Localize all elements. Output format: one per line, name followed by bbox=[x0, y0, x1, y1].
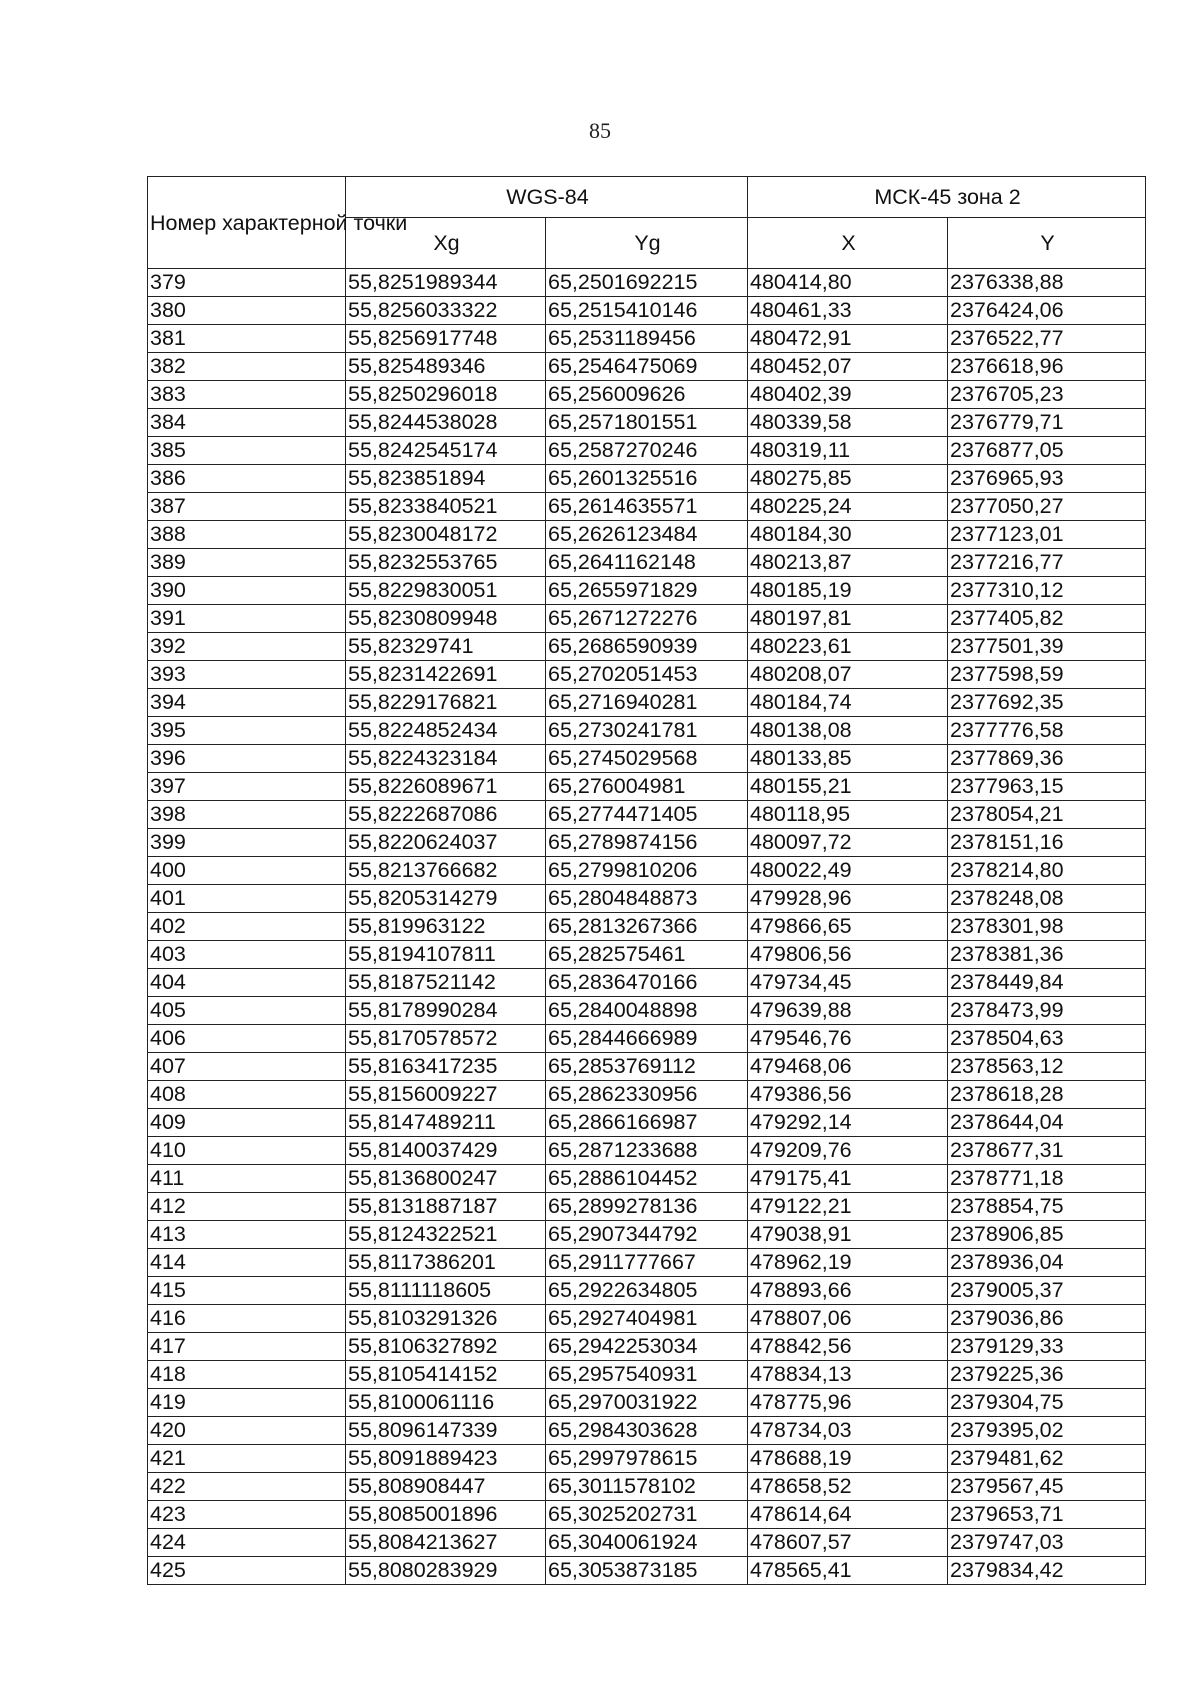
point-number-cell: 405 bbox=[148, 997, 346, 1025]
xg-cell: 55,8224323184 bbox=[346, 745, 546, 773]
yg-cell: 65,2844666989 bbox=[546, 1025, 748, 1053]
y-cell: 2379653,71 bbox=[948, 1501, 1146, 1529]
table-row bbox=[148, 1445, 1146, 1473]
y-cell: 2378854,75 bbox=[948, 1193, 1146, 1221]
point-number-cell: 396 bbox=[148, 745, 346, 773]
xg-cell: 55,8231422691 bbox=[346, 661, 546, 689]
yg-cell: 65,2997978615 bbox=[546, 1445, 748, 1473]
y-cell: 2378301,98 bbox=[948, 913, 1146, 941]
point-number-cell: 407 bbox=[148, 1053, 346, 1081]
table-row bbox=[148, 857, 1146, 885]
xg-cell: 55,82329741 bbox=[346, 633, 546, 661]
yg-cell: 65,2745029568 bbox=[546, 745, 748, 773]
y-cell: 2377598,59 bbox=[948, 661, 1146, 689]
y-cell: 2378644,04 bbox=[948, 1109, 1146, 1137]
x-cell: 479546,76 bbox=[748, 1025, 948, 1053]
yg-cell: 65,2686590939 bbox=[546, 633, 748, 661]
x-cell: 479038,91 bbox=[748, 1221, 948, 1249]
xg-cell: 55,8222687086 bbox=[346, 801, 546, 829]
point-number-cell: 421 bbox=[148, 1445, 346, 1473]
xg-cell: 55,8156009227 bbox=[346, 1081, 546, 1109]
x-cell: 480133,85 bbox=[748, 745, 948, 773]
y-cell: 2378906,85 bbox=[948, 1221, 1146, 1249]
xg-cell: 55,823851894 bbox=[346, 465, 546, 493]
x-cell: 478962,19 bbox=[748, 1249, 948, 1277]
xg-cell: 55,8084213627 bbox=[346, 1529, 546, 1557]
point-number-cell: 402 bbox=[148, 913, 346, 941]
x-cell: 480452,07 bbox=[748, 353, 948, 381]
x-cell: 480185,19 bbox=[748, 577, 948, 605]
table-row bbox=[148, 1333, 1146, 1361]
point-number-cell: 382 bbox=[148, 353, 346, 381]
y-cell: 2377123,01 bbox=[948, 521, 1146, 549]
x-cell: 479122,21 bbox=[748, 1193, 948, 1221]
x-cell: 480213,87 bbox=[748, 549, 948, 577]
y-cell: 2379005,37 bbox=[948, 1277, 1146, 1305]
yg-cell: 65,2922634805 bbox=[546, 1277, 748, 1305]
y-cell: 2377216,77 bbox=[948, 549, 1146, 577]
xg-cell: 55,8205314279 bbox=[346, 885, 546, 913]
yg-cell: 65,2587270246 bbox=[546, 437, 748, 465]
point-number-header: Номер характерной точки bbox=[148, 177, 346, 269]
y-cell: 2376877,05 bbox=[948, 437, 1146, 465]
xg-cell: 55,8244538028 bbox=[346, 409, 546, 437]
y-cell: 2379036,86 bbox=[948, 1305, 1146, 1333]
point-number-cell: 425 bbox=[148, 1557, 346, 1585]
point-number-cell: 424 bbox=[148, 1529, 346, 1557]
xg-cell: 55,8230809948 bbox=[346, 605, 546, 633]
yg-cell: 65,2531189456 bbox=[546, 325, 748, 353]
coordinates-table bbox=[147, 176, 1146, 1585]
xg-cell: 55,8147489211 bbox=[346, 1109, 546, 1137]
xg-cell: 55,8213766682 bbox=[346, 857, 546, 885]
yg-cell: 65,282575461 bbox=[546, 941, 748, 969]
point-number-cell: 393 bbox=[148, 661, 346, 689]
y-column-header: Y bbox=[948, 218, 1146, 269]
point-number-cell: 390 bbox=[148, 577, 346, 605]
point-number-cell: 406 bbox=[148, 1025, 346, 1053]
table-row bbox=[148, 829, 1146, 857]
point-number-cell: 404 bbox=[148, 969, 346, 997]
x-cell: 478893,66 bbox=[748, 1277, 948, 1305]
x-cell: 478565,41 bbox=[748, 1557, 948, 1585]
table-row bbox=[148, 1137, 1146, 1165]
xg-cell: 55,8103291326 bbox=[346, 1305, 546, 1333]
x-cell: 479639,88 bbox=[748, 997, 948, 1025]
x-cell: 480223,61 bbox=[748, 633, 948, 661]
xg-cell: 55,8242545174 bbox=[346, 437, 546, 465]
x-cell: 480118,95 bbox=[748, 801, 948, 829]
xg-cell: 55,8250296018 bbox=[346, 381, 546, 409]
xg-cell: 55,8100061116 bbox=[346, 1389, 546, 1417]
table-row bbox=[148, 689, 1146, 717]
yg-cell: 65,2866166987 bbox=[546, 1109, 748, 1137]
point-number-cell: 379 bbox=[148, 269, 346, 297]
y-cell: 2377050,27 bbox=[948, 493, 1146, 521]
xg-cell: 55,8111118605 bbox=[346, 1277, 546, 1305]
y-cell: 2378054,21 bbox=[948, 801, 1146, 829]
x-cell: 480022,49 bbox=[748, 857, 948, 885]
point-number-cell: 399 bbox=[148, 829, 346, 857]
x-cell: 478834,13 bbox=[748, 1361, 948, 1389]
y-cell: 2378449,84 bbox=[948, 969, 1146, 997]
yg-cell: 65,2836470166 bbox=[546, 969, 748, 997]
xg-cell: 55,808908447 bbox=[346, 1473, 546, 1501]
y-cell: 2376522,77 bbox=[948, 325, 1146, 353]
xg-cell: 55,8187521142 bbox=[346, 969, 546, 997]
x-cell: 480184,74 bbox=[748, 689, 948, 717]
point-number-cell: 397 bbox=[148, 773, 346, 801]
wgs84-group-header: WGS-84 bbox=[346, 177, 748, 218]
y-cell: 2378771,18 bbox=[948, 1165, 1146, 1193]
xg-cell: 55,8140037429 bbox=[346, 1137, 546, 1165]
yg-cell: 65,2614635571 bbox=[546, 493, 748, 521]
xg-cell: 55,825489346 bbox=[346, 353, 546, 381]
x-cell: 480461,33 bbox=[748, 297, 948, 325]
table-row bbox=[148, 969, 1146, 997]
table-row bbox=[148, 1053, 1146, 1081]
x-column-header: X bbox=[748, 218, 948, 269]
y-cell: 2379304,75 bbox=[948, 1389, 1146, 1417]
y-cell: 2379834,42 bbox=[948, 1557, 1146, 1585]
y-cell: 2378677,31 bbox=[948, 1137, 1146, 1165]
table-row bbox=[148, 1081, 1146, 1109]
yg-cell: 65,2886104452 bbox=[546, 1165, 748, 1193]
msk45-group-header: МСК-45 зона 2 bbox=[748, 177, 1146, 218]
point-number-cell: 420 bbox=[148, 1417, 346, 1445]
table-row bbox=[148, 1249, 1146, 1277]
x-cell: 479468,06 bbox=[748, 1053, 948, 1081]
xg-cell: 55,8105414152 bbox=[346, 1361, 546, 1389]
yg-cell: 65,3053873185 bbox=[546, 1557, 748, 1585]
y-cell: 2378936,04 bbox=[948, 1249, 1146, 1277]
table-row bbox=[148, 885, 1146, 913]
yg-cell: 65,3011578102 bbox=[546, 1473, 748, 1501]
table-row bbox=[148, 913, 1146, 941]
point-number-cell: 381 bbox=[148, 325, 346, 353]
yg-cell: 65,2970031922 bbox=[546, 1389, 748, 1417]
table-header bbox=[148, 177, 1146, 269]
x-cell: 480414,80 bbox=[748, 269, 948, 297]
yg-cell: 65,2501692215 bbox=[546, 269, 748, 297]
xg-cell: 55,8194107811 bbox=[346, 941, 546, 969]
yg-column-header: Yg bbox=[546, 218, 748, 269]
point-number-cell: 414 bbox=[148, 1249, 346, 1277]
table-row bbox=[148, 1389, 1146, 1417]
table-row bbox=[148, 465, 1146, 493]
yg-cell: 65,2515410146 bbox=[546, 297, 748, 325]
y-cell: 2376338,88 bbox=[948, 269, 1146, 297]
x-cell: 480197,81 bbox=[748, 605, 948, 633]
x-cell: 479928,96 bbox=[748, 885, 948, 913]
x-cell: 479175,41 bbox=[748, 1165, 948, 1193]
y-cell: 2377776,58 bbox=[948, 717, 1146, 745]
y-cell: 2376965,93 bbox=[948, 465, 1146, 493]
xg-cell: 55,8256917748 bbox=[346, 325, 546, 353]
table-row bbox=[148, 1277, 1146, 1305]
table-row bbox=[148, 437, 1146, 465]
yg-cell: 65,3025202731 bbox=[546, 1501, 748, 1529]
x-cell: 480225,24 bbox=[748, 493, 948, 521]
yg-cell: 65,2853769112 bbox=[546, 1053, 748, 1081]
table-row bbox=[148, 661, 1146, 689]
xg-cell: 55,8096147339 bbox=[346, 1417, 546, 1445]
table-row bbox=[148, 1473, 1146, 1501]
yg-cell: 65,2671272276 bbox=[546, 605, 748, 633]
yg-cell: 65,2730241781 bbox=[546, 717, 748, 745]
xg-cell: 55,8136800247 bbox=[346, 1165, 546, 1193]
x-cell: 480208,07 bbox=[748, 661, 948, 689]
y-cell: 2379747,03 bbox=[948, 1529, 1146, 1557]
yg-cell: 65,2774471405 bbox=[546, 801, 748, 829]
yg-cell: 65,2716940281 bbox=[546, 689, 748, 717]
table-row bbox=[148, 409, 1146, 437]
point-number-cell: 389 bbox=[148, 549, 346, 577]
xg-cell: 55,8178990284 bbox=[346, 997, 546, 1025]
table-row bbox=[148, 801, 1146, 829]
point-number-cell: 386 bbox=[148, 465, 346, 493]
x-cell: 480319,11 bbox=[748, 437, 948, 465]
x-cell: 480472,91 bbox=[748, 325, 948, 353]
x-cell: 480155,21 bbox=[748, 773, 948, 801]
table-row bbox=[148, 1109, 1146, 1137]
y-cell: 2379129,33 bbox=[948, 1333, 1146, 1361]
yg-cell: 65,2927404981 bbox=[546, 1305, 748, 1333]
table-row bbox=[148, 1417, 1146, 1445]
y-cell: 2379395,02 bbox=[948, 1417, 1146, 1445]
point-number-cell: 411 bbox=[148, 1165, 346, 1193]
y-cell: 2378618,28 bbox=[948, 1081, 1146, 1109]
xg-cell: 55,8229176821 bbox=[346, 689, 546, 717]
point-number-cell: 415 bbox=[148, 1277, 346, 1305]
point-number-cell: 413 bbox=[148, 1221, 346, 1249]
y-cell: 2378214,80 bbox=[948, 857, 1146, 885]
table-row bbox=[148, 269, 1146, 297]
point-number-cell: 422 bbox=[148, 1473, 346, 1501]
y-cell: 2378381,36 bbox=[948, 941, 1146, 969]
y-cell: 2376618,96 bbox=[948, 353, 1146, 381]
yg-cell: 65,2626123484 bbox=[546, 521, 748, 549]
x-cell: 478658,52 bbox=[748, 1473, 948, 1501]
y-cell: 2379567,45 bbox=[948, 1473, 1146, 1501]
point-number-cell: 419 bbox=[148, 1389, 346, 1417]
x-cell: 478688,19 bbox=[748, 1445, 948, 1473]
xg-cell: 55,8224852434 bbox=[346, 717, 546, 745]
xg-cell: 55,8230048172 bbox=[346, 521, 546, 549]
point-number-cell: 380 bbox=[148, 297, 346, 325]
table-row bbox=[148, 1361, 1146, 1389]
xg-column-header: Xg bbox=[346, 218, 546, 269]
x-cell: 479209,76 bbox=[748, 1137, 948, 1165]
yg-cell: 65,2601325516 bbox=[546, 465, 748, 493]
x-cell: 479866,65 bbox=[748, 913, 948, 941]
table-row bbox=[148, 521, 1146, 549]
table-row bbox=[148, 1557, 1146, 1585]
x-cell: 478842,56 bbox=[748, 1333, 948, 1361]
xg-cell: 55,8131887187 bbox=[346, 1193, 546, 1221]
xg-cell: 55,8229830051 bbox=[346, 577, 546, 605]
point-number-cell: 412 bbox=[148, 1193, 346, 1221]
x-cell: 478775,96 bbox=[748, 1389, 948, 1417]
y-cell: 2378151,16 bbox=[948, 829, 1146, 857]
table-body bbox=[148, 269, 1146, 1585]
table-row bbox=[148, 941, 1146, 969]
yg-cell: 65,2871233688 bbox=[546, 1137, 748, 1165]
table-row bbox=[148, 997, 1146, 1025]
point-number-cell: 400 bbox=[148, 857, 346, 885]
table-row bbox=[148, 297, 1146, 325]
xg-cell: 55,8080283929 bbox=[346, 1557, 546, 1585]
y-cell: 2378504,63 bbox=[948, 1025, 1146, 1053]
xg-cell: 55,8220624037 bbox=[346, 829, 546, 857]
point-number-cell: 385 bbox=[148, 437, 346, 465]
point-number-cell: 398 bbox=[148, 801, 346, 829]
yg-cell: 65,2799810206 bbox=[546, 857, 748, 885]
x-cell: 479806,56 bbox=[748, 941, 948, 969]
yg-cell: 65,2641162148 bbox=[546, 549, 748, 577]
point-number-cell: 403 bbox=[148, 941, 346, 969]
xg-cell: 55,8124322521 bbox=[346, 1221, 546, 1249]
yg-cell: 65,2911777667 bbox=[546, 1249, 748, 1277]
xg-cell: 55,8226089671 bbox=[346, 773, 546, 801]
point-number-cell: 394 bbox=[148, 689, 346, 717]
table-row bbox=[148, 1025, 1146, 1053]
yg-cell: 65,2862330956 bbox=[546, 1081, 748, 1109]
yg-cell: 65,2789874156 bbox=[546, 829, 748, 857]
x-cell: 480138,08 bbox=[748, 717, 948, 745]
x-cell: 480275,85 bbox=[748, 465, 948, 493]
yg-cell: 65,3040061924 bbox=[546, 1529, 748, 1557]
point-number-cell: 387 bbox=[148, 493, 346, 521]
yg-cell: 65,2942253034 bbox=[546, 1333, 748, 1361]
point-number-cell: 401 bbox=[148, 885, 346, 913]
xg-cell: 55,8085001896 bbox=[346, 1501, 546, 1529]
y-cell: 2379225,36 bbox=[948, 1361, 1146, 1389]
point-number-cell: 410 bbox=[148, 1137, 346, 1165]
point-number-cell: 395 bbox=[148, 717, 346, 745]
y-cell: 2379481,62 bbox=[948, 1445, 1146, 1473]
x-cell: 479734,45 bbox=[748, 969, 948, 997]
point-number-cell: 416 bbox=[148, 1305, 346, 1333]
table-row bbox=[148, 1529, 1146, 1557]
point-number-cell: 384 bbox=[148, 409, 346, 437]
point-number-cell: 408 bbox=[148, 1081, 346, 1109]
xg-cell: 55,8251989344 bbox=[346, 269, 546, 297]
table-row bbox=[148, 605, 1146, 633]
point-number-cell: 388 bbox=[148, 521, 346, 549]
xg-cell: 55,8091889423 bbox=[346, 1445, 546, 1473]
table-row bbox=[148, 1305, 1146, 1333]
yg-cell: 65,2702051453 bbox=[546, 661, 748, 689]
point-number-cell: 392 bbox=[148, 633, 346, 661]
x-cell: 480402,39 bbox=[748, 381, 948, 409]
xg-cell: 55,819963122 bbox=[346, 913, 546, 941]
y-cell: 2377405,82 bbox=[948, 605, 1146, 633]
table-row bbox=[148, 773, 1146, 801]
x-cell: 479386,56 bbox=[748, 1081, 948, 1109]
point-number-cell: 409 bbox=[148, 1109, 346, 1137]
yg-cell: 65,2546475069 bbox=[546, 353, 748, 381]
table-row bbox=[148, 717, 1146, 745]
y-cell: 2377692,35 bbox=[948, 689, 1146, 717]
yg-cell: 65,2840048898 bbox=[546, 997, 748, 1025]
point-number-cell: 418 bbox=[148, 1361, 346, 1389]
yg-cell: 65,256009626 bbox=[546, 381, 748, 409]
table-row bbox=[148, 493, 1146, 521]
table-row bbox=[148, 1193, 1146, 1221]
y-cell: 2377501,39 bbox=[948, 633, 1146, 661]
yg-cell: 65,2813267366 bbox=[546, 913, 748, 941]
table-row bbox=[148, 745, 1146, 773]
y-cell: 2376424,06 bbox=[948, 297, 1146, 325]
x-cell: 480184,30 bbox=[748, 521, 948, 549]
yg-cell: 65,276004981 bbox=[546, 773, 748, 801]
yg-cell: 65,2984303628 bbox=[546, 1417, 748, 1445]
point-number-cell: 391 bbox=[148, 605, 346, 633]
yg-cell: 65,2804848873 bbox=[546, 885, 748, 913]
xg-cell: 55,8233840521 bbox=[346, 493, 546, 521]
point-number-cell: 417 bbox=[148, 1333, 346, 1361]
table-row bbox=[148, 325, 1146, 353]
yg-cell: 65,2907344792 bbox=[546, 1221, 748, 1249]
y-cell: 2376779,71 bbox=[948, 409, 1146, 437]
y-cell: 2377310,12 bbox=[948, 577, 1146, 605]
xg-cell: 55,8170578572 bbox=[346, 1025, 546, 1053]
table-row bbox=[148, 1501, 1146, 1529]
x-cell: 480097,72 bbox=[748, 829, 948, 857]
yg-cell: 65,2957540931 bbox=[546, 1361, 748, 1389]
y-cell: 2377869,36 bbox=[948, 745, 1146, 773]
x-cell: 478807,06 bbox=[748, 1305, 948, 1333]
page-number: 85 bbox=[589, 118, 611, 143]
xg-cell: 55,8117386201 bbox=[346, 1249, 546, 1277]
xg-cell: 55,8232553765 bbox=[346, 549, 546, 577]
x-cell: 478607,57 bbox=[748, 1529, 948, 1557]
yg-cell: 65,2899278136 bbox=[546, 1193, 748, 1221]
xg-cell: 55,8163417235 bbox=[346, 1053, 546, 1081]
xg-cell: 55,8106327892 bbox=[346, 1333, 546, 1361]
table-row bbox=[148, 353, 1146, 381]
table-row bbox=[148, 1165, 1146, 1193]
y-cell: 2378248,08 bbox=[948, 885, 1146, 913]
xg-cell: 55,8256033322 bbox=[346, 297, 546, 325]
x-cell: 478614,64 bbox=[748, 1501, 948, 1529]
table-row bbox=[148, 549, 1146, 577]
table-row bbox=[148, 577, 1146, 605]
point-number-cell: 423 bbox=[148, 1501, 346, 1529]
y-cell: 2377963,15 bbox=[948, 773, 1146, 801]
x-cell: 480339,58 bbox=[748, 409, 948, 437]
yg-cell: 65,2655971829 bbox=[546, 577, 748, 605]
y-cell: 2378563,12 bbox=[948, 1053, 1146, 1081]
table-row bbox=[148, 381, 1146, 409]
x-cell: 479292,14 bbox=[748, 1109, 948, 1137]
yg-cell: 65,2571801551 bbox=[546, 409, 748, 437]
table-row bbox=[148, 1221, 1146, 1249]
y-cell: 2378473,99 bbox=[948, 997, 1146, 1025]
x-cell: 478734,03 bbox=[748, 1417, 948, 1445]
y-cell: 2376705,23 bbox=[948, 381, 1146, 409]
table-row bbox=[148, 633, 1146, 661]
point-number-cell: 383 bbox=[148, 381, 346, 409]
